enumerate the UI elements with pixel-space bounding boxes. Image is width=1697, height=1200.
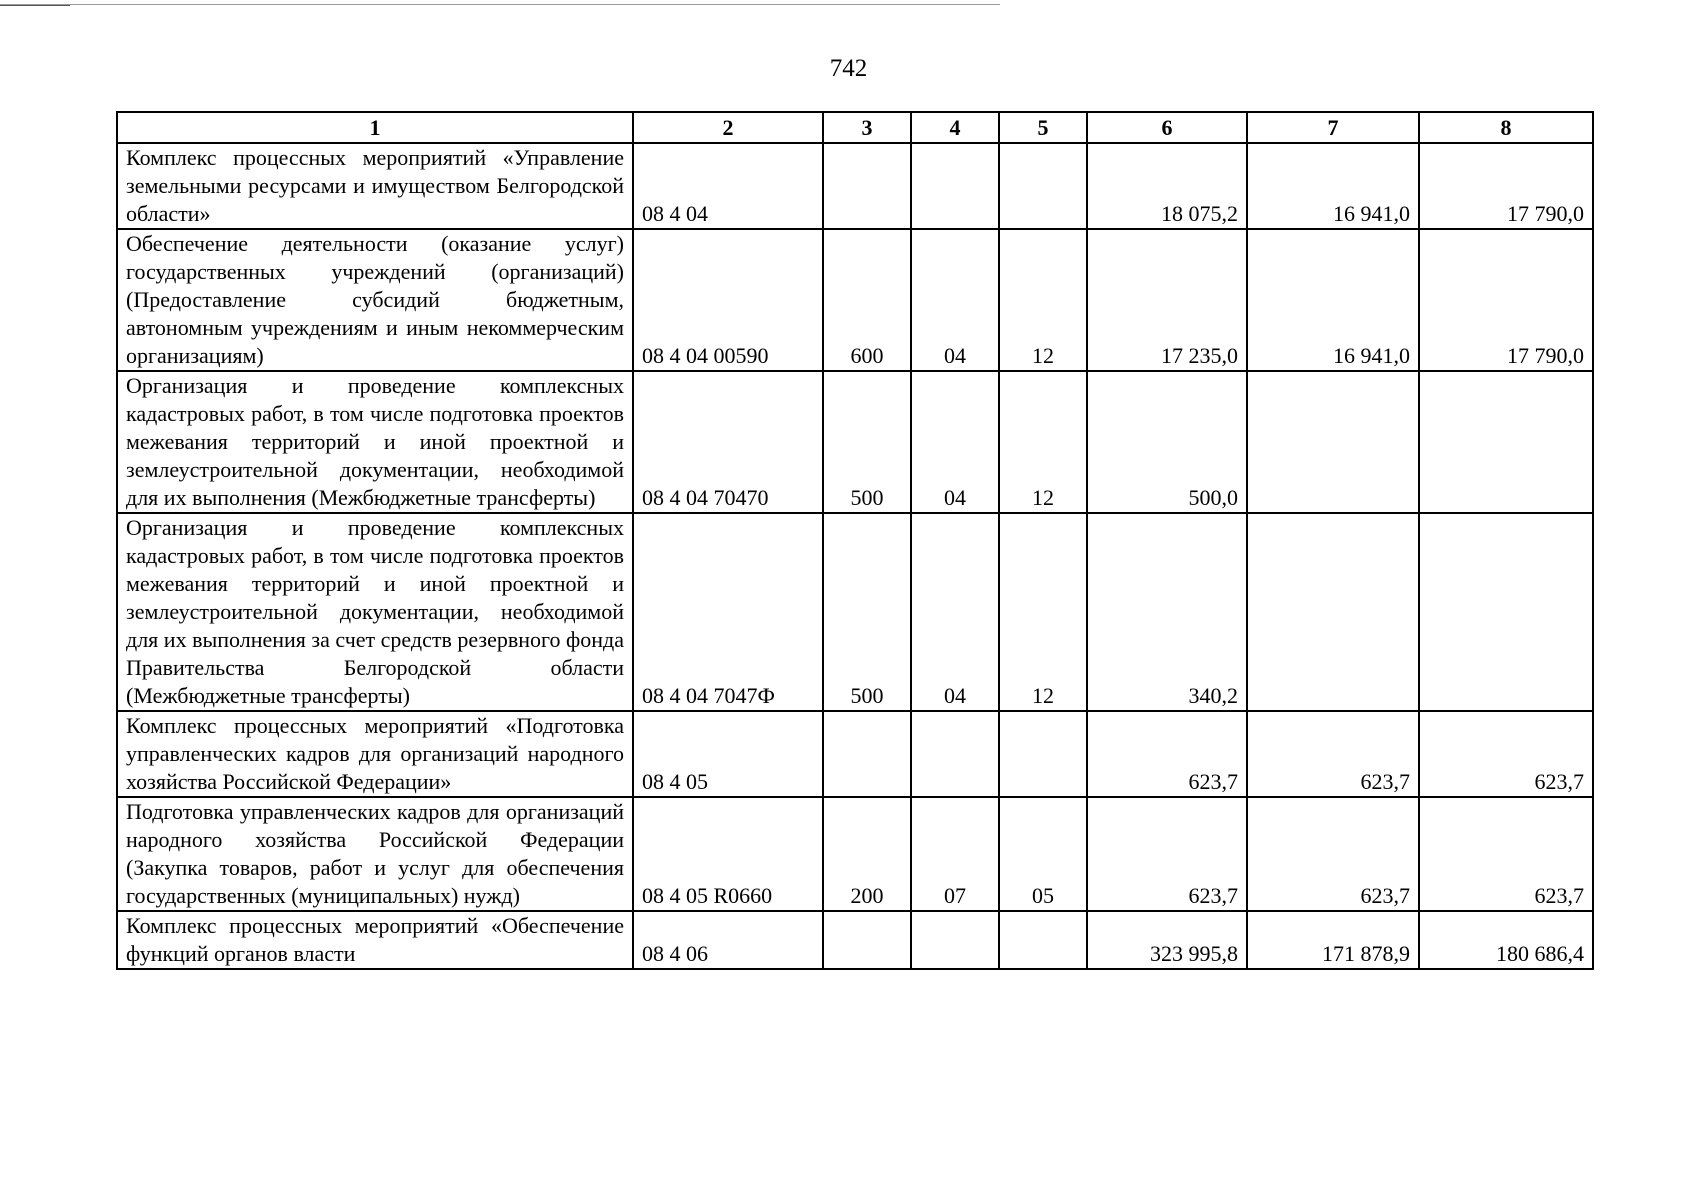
table-row [117,711,1593,797]
row-c5-cell: 05 [999,797,1087,911]
row-c6-cell: 323 995,8 [1087,911,1247,969]
row-c7-cell: 16 941,0 [1247,229,1419,371]
row-c8-cell: 17 790,0 [1419,229,1593,371]
header-row [117,112,1593,143]
row-name-cell [117,911,633,969]
header-cell: 8 [1419,112,1593,143]
header-cell: 3 [823,112,911,143]
page-number: 742 [829,55,868,82]
row-c3-cell: 500 [823,513,911,711]
row-c8-cell [1419,371,1593,513]
row-c7-cell: 623,7 [1247,711,1419,797]
row-c6-cell: 623,7 [1087,711,1247,797]
row-code-cell: 08 4 04 00590 [633,229,823,371]
table-row [117,797,1593,911]
row-c7-cell: 623,7 [1247,797,1419,911]
row-c7-cell [1247,513,1419,711]
row-c5-cell [999,911,1087,969]
table-row [117,513,1593,711]
row-c3-cell: 200 [823,797,911,911]
row-c5-cell: 12 [999,371,1087,513]
row-c8-cell: 180 686,4 [1419,911,1593,969]
row-name-text: Комплекс процессных мероприятий «Обеспечение функций органов власти [126,913,624,966]
row-code-cell: 08 4 05 R0660 [633,797,823,911]
row-c8-cell: 17 790,0 [1419,143,1593,229]
clipped-name-container [126,912,624,968]
table-row [117,229,1593,371]
table-row [117,143,1593,229]
row-name-cell: Комплекс процессных мероприятий «Подготовка управленческих кадров для организаций народного хозяйства Российской Федерации» [117,711,633,797]
row-c3-cell [823,711,911,797]
row-c8-cell: 623,7 [1419,797,1593,911]
header-cell: 4 [911,112,999,143]
row-c6-cell: 500,0 [1087,371,1247,513]
row-name-cell: Обеспечение деятельности (оказание услуг) государственных учреждений (организаций) (Предоставление субсидий бюджетным, автономным учреждениям и иным некоммерческим организациям) [117,229,633,371]
row-c5-cell [999,711,1087,797]
row-code-cell: 08 4 04 7047Ф [633,513,823,711]
table-row [117,911,1593,969]
row-c4-cell: 04 [911,371,999,513]
header-cell: 7 [1247,112,1419,143]
row-c3-cell: 500 [823,371,911,513]
row-name-cell: Организация и проведение комплексных кадастровых работ, в том числе подготовка проектов межевания территорий и иной проектной и землеустроительной документации, необходимой для их выполнения (Межбюджетные трансферты) [117,371,633,513]
table-row [117,371,1593,513]
row-c4-cell [911,911,999,969]
row-c4-cell: 07 [911,797,999,911]
header-cell: 6 [1087,112,1247,143]
row-name-cell: Комплекс процессных мероприятий «Управление земельными ресурсами и имуществом Белгородской области» [117,143,633,229]
row-c5-cell: 12 [999,229,1087,371]
row-c3-cell: 600 [823,229,911,371]
row-name-cell: Подготовка управленческих кадров для организаций народного хозяйства Российской Федерации (Закупка товаров, работ и услуг для обеспечения государственных (муниципальных) нужд) [117,797,633,911]
row-c4-cell [911,143,999,229]
top-rule [0,4,1000,5]
row-c7-cell [1247,371,1419,513]
row-c7-cell: 171 878,9 [1247,911,1419,969]
row-c6-cell: 17 235,0 [1087,229,1247,371]
row-c4-cell: 04 [911,513,999,711]
row-c5-cell: 12 [999,513,1087,711]
row-c3-cell [823,143,911,229]
header-cell: 5 [999,112,1087,143]
header-cell: 2 [633,112,823,143]
row-c5-cell [999,143,1087,229]
row-code-cell: 08 4 04 70470 [633,371,823,513]
row-code-cell: 08 4 04 [633,143,823,229]
row-c3-cell [823,911,911,969]
row-c4-cell: 04 [911,229,999,371]
row-c7-cell: 16 941,0 [1247,143,1419,229]
budget-table [116,111,1594,970]
row-name-cell: Организация и проведение комплексных кадастровых работ, в том числе подготовка проектов межевания территорий и иной проектной и землеустроительной документации, необходимой для их выполнения за счет средств резервного фонда Правительства Белгородской области (Межбюджетные трансферты) [117,513,633,711]
row-c6-cell: 18 075,2 [1087,143,1247,229]
row-c6-cell: 340,2 [1087,513,1247,711]
row-c4-cell [911,711,999,797]
row-code-cell: 08 4 05 [633,711,823,797]
row-c8-cell [1419,513,1593,711]
row-c8-cell: 623,7 [1419,711,1593,797]
row-c6-cell: 623,7 [1087,797,1247,911]
row-code-cell: 08 4 06 [633,911,823,969]
header-cell: 1 [117,112,633,143]
